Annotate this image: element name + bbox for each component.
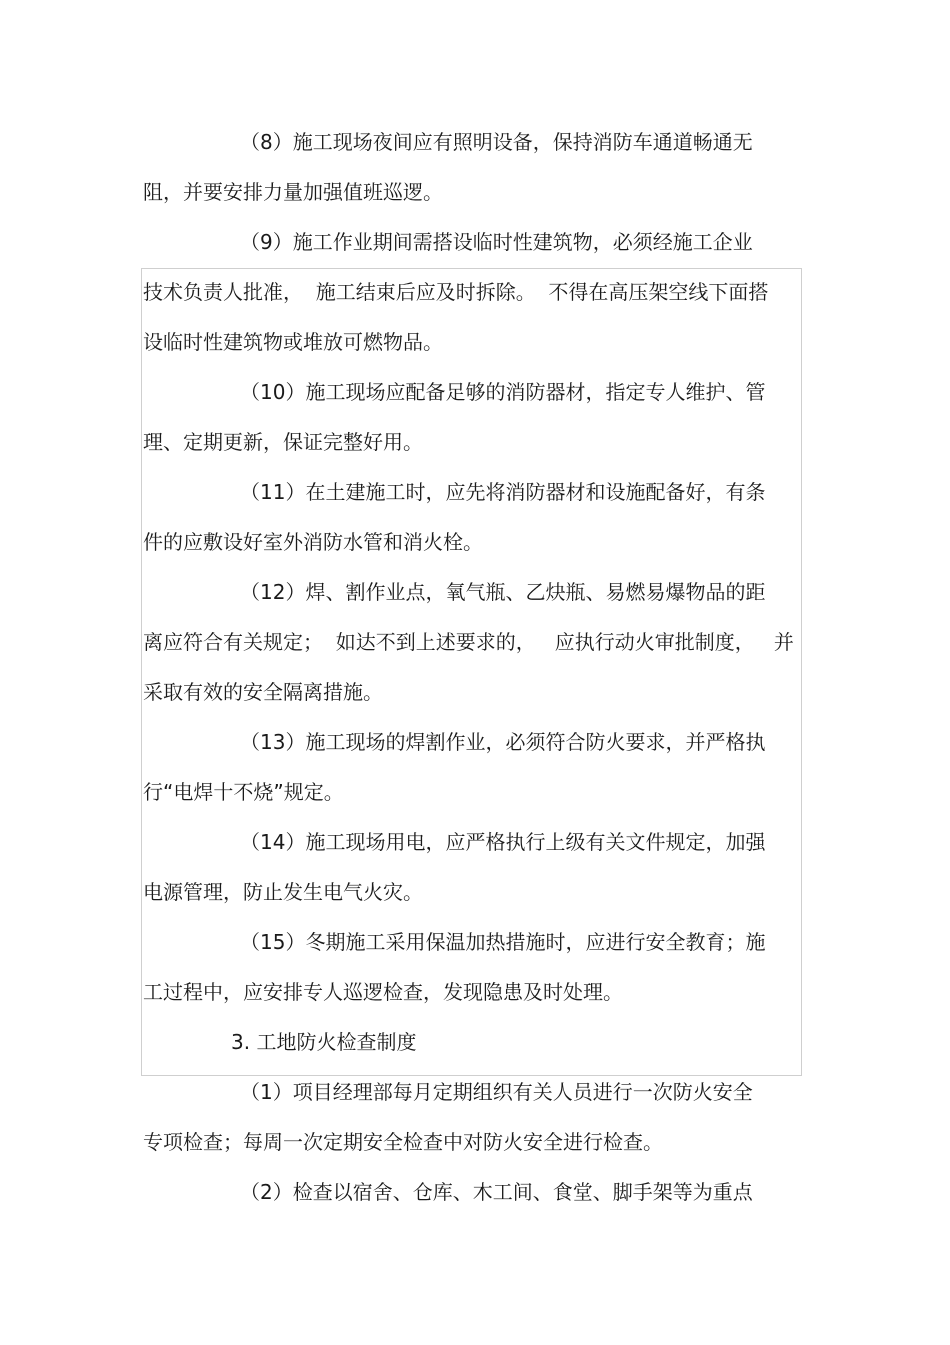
text-line: （10）施工现场应配备足够的消防器材，指定专人维护、管 — [240, 380, 766, 404]
text-line: 行“电焊十不烧”规定。 — [143, 780, 344, 804]
text-line: （13）施工现场的焊割作业，必须符合防火要求，并严格执 — [240, 730, 766, 754]
text-line: 电源管理，防止发生电气火灾。 — [143, 880, 423, 904]
text-line: （9）施工作业期间需搭设临时性建筑物，必须经施工企业 — [240, 230, 753, 254]
text-line: （15）冬期施工采用保温加热措施时，应进行安全教育；施 — [240, 930, 766, 954]
text-line: （1）项目经理部每月定期组织有关人员进行一次防火安全 — [240, 1080, 753, 1104]
text-line: 设临时性建筑物或堆放可燃物品。 — [143, 330, 443, 354]
text-line: 工过程中，应安排专人巡逻检查，发现隐患及时处理。 — [143, 980, 623, 1004]
section-heading: 3. 工地防火检查制度 — [231, 1030, 417, 1054]
text-line: （12）焊、割作业点，氧气瓶、乙炔瓶、易燃易爆物品的距 — [240, 580, 766, 604]
text-line: 离应符合有关规定； 如达不到上述要求的， 应执行动火审批制度， 并 — [143, 630, 794, 654]
text-line: 专项检查；每周一次定期安全检查中对防火安全进行检查。 — [143, 1130, 663, 1154]
text-line: 件的应敷设好室外消防水管和消火栓。 — [143, 530, 483, 554]
text-line: 阻，并要安排力量加强值班巡逻。 — [143, 180, 443, 204]
text-line: 理、定期更新，保证完整好用。 — [143, 430, 423, 454]
text-line: （11）在土建施工时，应先将消防器材和设施配备好，有条 — [240, 480, 766, 504]
text-line: （8）施工现场夜间应有照明设备，保持消防车通道畅通无 — [240, 130, 753, 154]
text-line: （2）检查以宿舍、仓库、木工间、食堂、脚手架等为重点 — [240, 1180, 753, 1204]
text-line: 技术负责人批准， 施工结束后应及时拆除。 不得在高压架空线下面搭 — [143, 280, 769, 304]
text-line: （14）施工现场用电，应严格执行上级有关文件规定，加强 — [240, 830, 766, 854]
text-line: 采取有效的安全隔离措施。 — [143, 680, 383, 704]
